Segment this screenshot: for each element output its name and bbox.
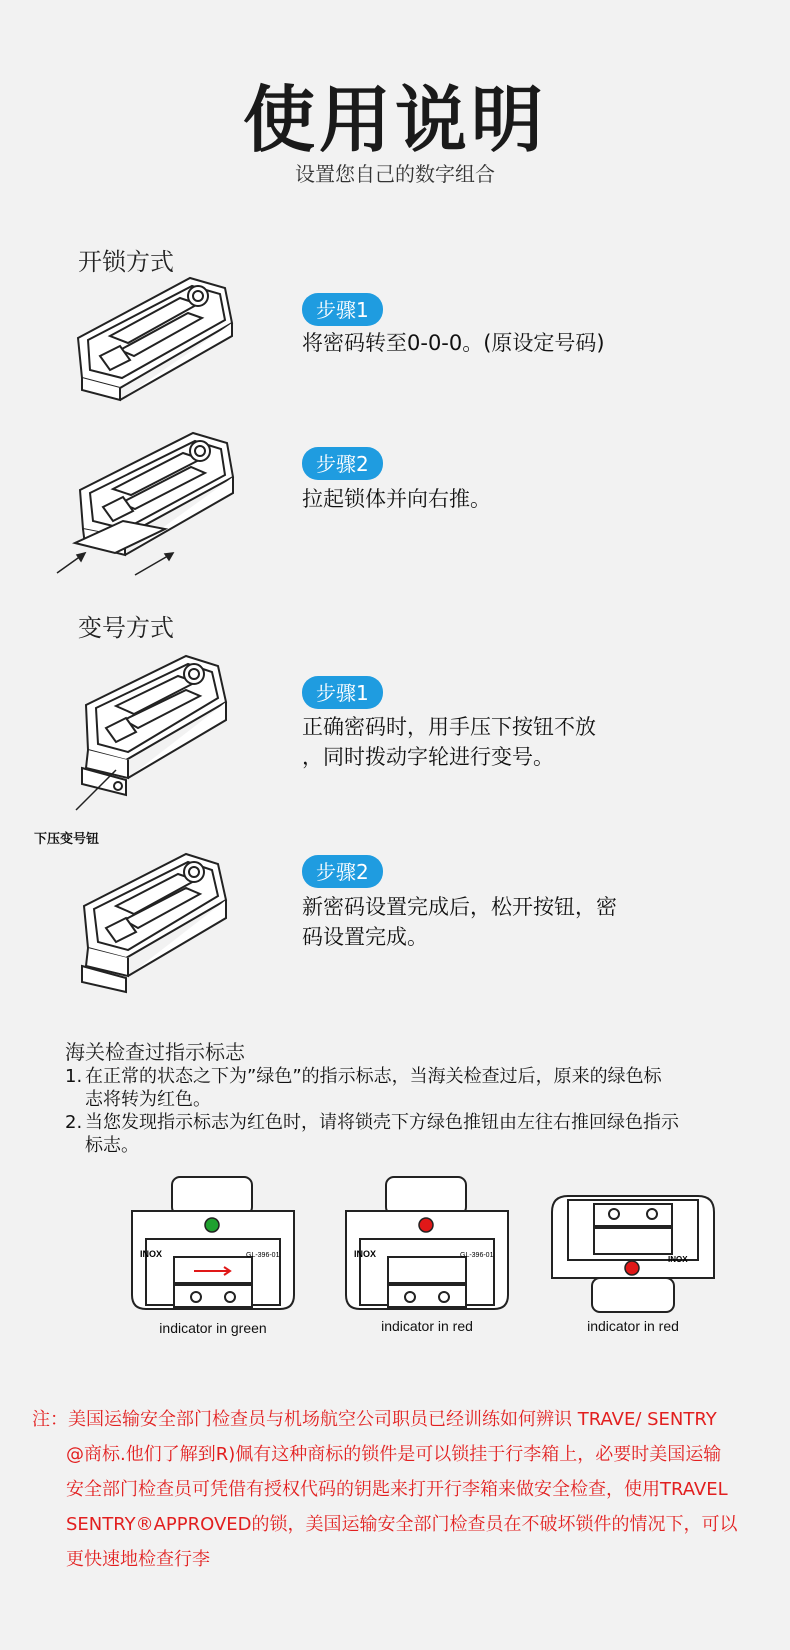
change-step2-badge: 步骤2 (302, 855, 383, 888)
change-step2-line1: 新密码设置完成后，松开按钮，密 (302, 895, 617, 919)
change-step1-badge: 步骤1 (302, 676, 383, 709)
change-step1-line1: 正确密码时，用手压下按钮不放 (302, 715, 596, 739)
customs-heading: 海关检查过指示标志 (65, 1040, 245, 1064)
note-line: SENTRY®APPROVED的锁，美国运输安全部门检查员在不破坏锁件的情况下，可以 (66, 1514, 738, 1535)
customs-list (65, 1065, 765, 1157)
unlock-step2-badge: 步骤2 (302, 447, 383, 480)
indicator-lock-red (340, 1175, 514, 1317)
indicator-red-dot (625, 1261, 639, 1275)
page-subtitle: 设置您自己的数字组合 (295, 162, 495, 186)
change-heading: 变号方式 (78, 614, 174, 642)
note-line: @商标.他们了解到R)佩有这种商标的锁件是可以锁挂于行李箱上，必要时美国运输 (66, 1444, 722, 1465)
svg-text:INOX: INOX (354, 1249, 377, 1259)
customs-item: 1. 在正常的状态之下为”绿色”的指示标志，当海关检查过后，原来的绿色标 志将转为红色。 (65, 1066, 662, 1110)
legal-note (32, 1402, 772, 1577)
indicator-lock-green (126, 1175, 300, 1317)
lock-illustration-unlock-step1 (70, 268, 240, 413)
svg-text:GL-396-01: GL-396-01 (246, 1252, 280, 1259)
lock-illustration-change-step2 (70, 846, 250, 996)
note-line: 注：美国运输安全部门检查员与机场航空公司职员已经训练如何辨识 TRAVE/ SENTRY (32, 1409, 717, 1430)
page-title: 使用说明 (242, 78, 547, 162)
indicator-lock-red-inverted (548, 1190, 718, 1314)
indicator-caption: indicator in red (381, 1318, 473, 1334)
change-step1-text (302, 712, 596, 772)
lock-illustration-unlock-step2 (55, 425, 245, 575)
change-step1-line2: ，同时拨动字轮进行变号。 (302, 745, 554, 769)
note-line: 更快速地检查行李 (66, 1549, 210, 1570)
svg-text:GL-396-01: GL-396-01 (460, 1252, 494, 1259)
svg-text:INOX: INOX (140, 1249, 163, 1259)
indicator-caption: indicator in green (159, 1320, 267, 1336)
change-button-callout: 下压变号钮 (34, 832, 100, 847)
unlock-step2-text: 拉起锁体并向右推。 (302, 487, 491, 511)
unlock-step1-badge: 步骤1 (302, 293, 383, 326)
change-step2-text (302, 892, 617, 952)
indicator-caption: indicator in red (587, 1318, 679, 1334)
unlock-heading: 开锁方式 (78, 248, 174, 276)
lock-illustration-change-step1 (36, 650, 246, 820)
change-step2-line2: 码设置完成。 (302, 925, 428, 949)
unlock-step1-text: 将密码转至0-0-0。(原设定号码) (302, 331, 605, 355)
svg-text:INOX: INOX (668, 1255, 688, 1264)
note-line: 安全部门检查员可凭借有授权代码的钥匙来打开行李箱来做安全检查，使用TRAVEL (66, 1479, 728, 1500)
indicator-green-dot (205, 1218, 219, 1232)
customs-item: 2. 当您发现指示标志为红色时，请将锁壳下方绿色推钮由左往右推回绿色指示 标志。 (65, 1112, 679, 1156)
indicator-red-dot (419, 1218, 433, 1232)
